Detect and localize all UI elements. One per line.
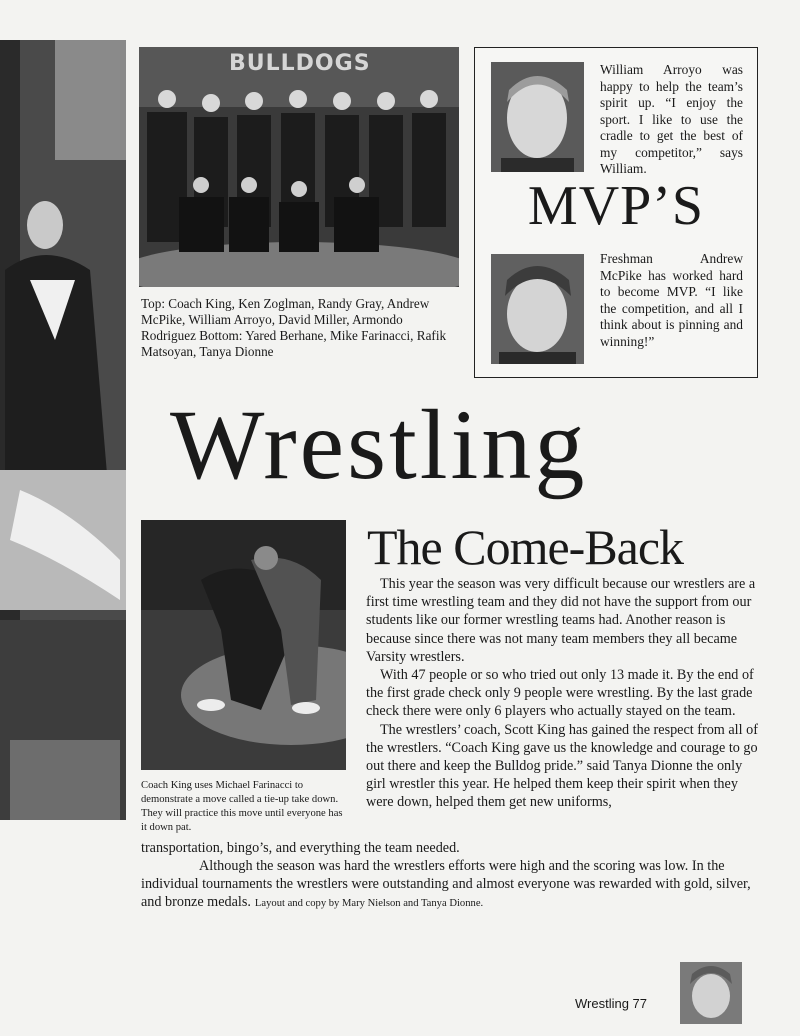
andrew-mcpike-portrait <box>491 254 584 364</box>
article-paragraph-4: Although the season was hard the wrestlers efforts were high and the scoring was low. In the individual tournaments the wrestlers were outstanding and almost everyone was rewarded with gold, silver, and bronze medals. <box>141 858 751 911</box>
subtitle: The Come-Back <box>367 519 684 575</box>
team-banner-text: BULLDOGS <box>229 51 371 76</box>
william-arroyo-portrait <box>491 62 584 172</box>
action-photo-caption: Coach King uses Michael Farinacci to demonstrate a move called a tie-up take down. They will practice this move until everyone has it down pat. <box>141 780 343 833</box>
left-edge-photo <box>0 40 126 820</box>
page-title: Wrestling <box>170 389 588 500</box>
action-photo <box>141 520 346 770</box>
article-body <box>366 575 758 812</box>
team-photo-caption: Top: Coach King, Ken Zoglman, Randy Gray, Andrew McPike, William Arroyo, David Miller, Armondo Rodriguez Bottom: Yared Berhane, Mike Farinacci, Rafik Matsoyan, Tanya Dionne <box>141 296 447 359</box>
page-number-label: Wrestling 77 <box>575 996 648 1011</box>
footer-portrait <box>680 962 742 1024</box>
team-photo <box>139 47 459 287</box>
william-arroyo-text: William Arroyo was happy to help the team’s spirit up. “I enjoy the sport. I like to use the cradle to get the best of my competitor,” says William. <box>600 62 743 176</box>
article-paragraph-2: With 47 people or so who tried out only 13 made it. By the end of the first grade check only 9 people were wrestling. By the last grade check there were only 6 players who actually stayed on the team. <box>366 667 754 720</box>
article-paragraph-1: This year the season was very difficult because our wrestlers are a first time wrestling team and they did not have the support from our students like our former wrestling teams had. Another reason is because since there was not many team members they all became Varsity wrestlers. <box>366 576 756 665</box>
mvp-heading: MVP’S <box>527 175 705 237</box>
andrew-mcpike-text: Freshman Andrew McPike has worked hard to become MVP. “I like the competition, and all I think about is pinning and winning!” <box>600 251 743 349</box>
mvp-box <box>474 47 758 378</box>
article-paragraph-3: The wrestlers’ coach, Scott King has gained the respect from all of the wrestlers. “Coach King gave us the knowledge and courage to go out there and keep the Bulldog pride.” said Tanya Dionne the only girl wrestler this year. He helped them keep their spirit when they were down, helped them get new uniforms, <box>366 721 758 811</box>
article-credit: Layout and copy by Mary Nielson and Tanya Dionne. <box>254 898 484 910</box>
article-closing <box>141 857 758 912</box>
article-paragraph-3-continued: transportation, bingo’s, and everything the team needed. <box>141 840 460 856</box>
